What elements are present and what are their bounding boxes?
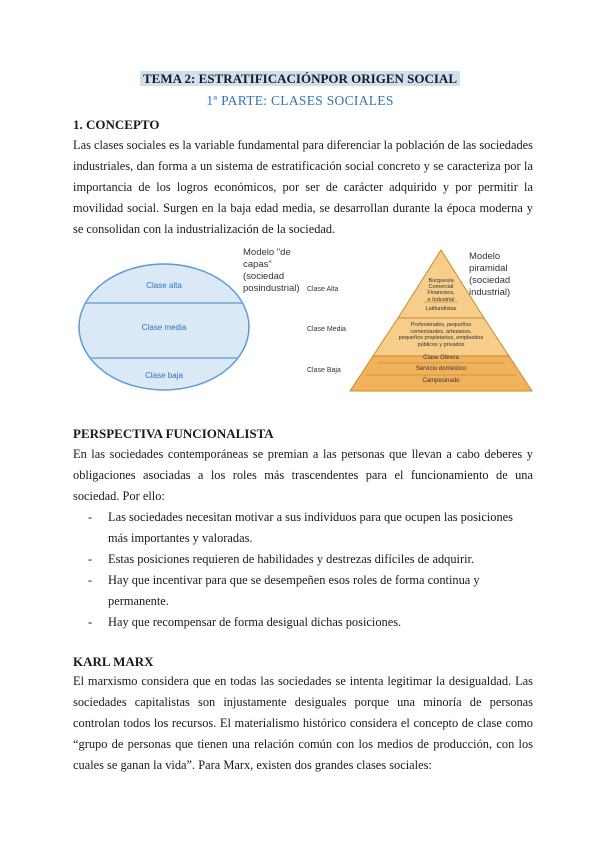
pyramid-middle-text: Profesionales, pequeños comerciantes, artesanos, pequeños propietarios, empleados públicos y privados (398, 322, 484, 348)
section-heading-concepto: 1. CONCEPTO (73, 117, 160, 132)
oval-class-top: Clase alta (146, 281, 182, 290)
list-item: - Hay que recompensar de forma desigual dichas posiciones. (88, 612, 533, 633)
oval-class-middle: Clase media (141, 323, 187, 332)
pyramid-bottom-line-3: Campesinado (422, 378, 460, 384)
pyramid-caption: Modelo piramidal (sociedad industrial) (469, 251, 511, 298)
section-heading-funcionalista: PERSPECTIVA FUNCIONALISTA (73, 426, 274, 441)
pyramid-level-media: Clase Media (307, 326, 346, 333)
pyramid-top-bottom-text: Latifundistas (425, 306, 457, 312)
concepto-paragraph: Las clases sociales es la variable fundamental para diferenciar la población de las sociedades industriales, dan forma a un sistema de estratificación social concreto y se caracteriza por la importancia de los logros económicos, por ser de carácter adquirido y por permitir la movilidad social. Surgen en la baja edad media, se desarrollan durante la época moderna y se consolidan con la industrialización de la sociedad. (73, 138, 533, 236)
pyramid-level-baja: Clase Baja (307, 367, 341, 374)
list-item: - Las sociedades necesitan motivar a sus individuos para que ocupen las posiciones más importantes y valoradas. (88, 507, 533, 549)
document-title: TEMA 2: ESTRATIFICACIÓNPOR ORIGEN SOCIAL (0, 71, 600, 87)
pyramid-top-text: Burguesía Comercial Financiera, e Industrial (427, 278, 455, 303)
section-heading-marx: KARL MARX (73, 654, 154, 669)
funcionalista-list (88, 507, 533, 633)
document-subtitle: 1ª PARTE: CLASES SOCIALES (206, 93, 394, 108)
pyramid-bottom-line-2: Servicio doméstico (415, 366, 467, 372)
list-item: - Hay que incentivar para que se desempeñen esos roles de forma continua y permanente. (88, 570, 533, 612)
pyramid-level-alta: Clase Alta (307, 286, 339, 293)
oval-caption: Modelo "de capas" (sociedad posindustrial) (243, 247, 300, 294)
list-item: - Estas posiciones requieren de habilidades y destrezas difíciles de adquirir. (88, 549, 533, 570)
oval-class-bottom: Clase baja (145, 371, 183, 380)
pyramid-bottom-line-1: Clase Obrera (423, 355, 459, 361)
marx-paragraph: El marxismo considera que en todas las sociedades se intenta legitimar la desigualdad. Las sociedades capitalistas son injustamente desiguales porque una minoría de personas controlan todos los recursos. El materialismo histórico considera el concepto de clase como “grupo de personas que tienen una relación común con los medios de producción, con los cuales se ganan la vida”. Para Marx, existen dos grandes clases sociales: (73, 674, 533, 772)
funcionalista-paragraph: En las sociedades contemporáneas se premian a las personas que llevan a cabo deberes y obligaciones asociadas a los roles más trascendentes para el funcionamiento de una sociedad. Por ello: (73, 447, 533, 503)
